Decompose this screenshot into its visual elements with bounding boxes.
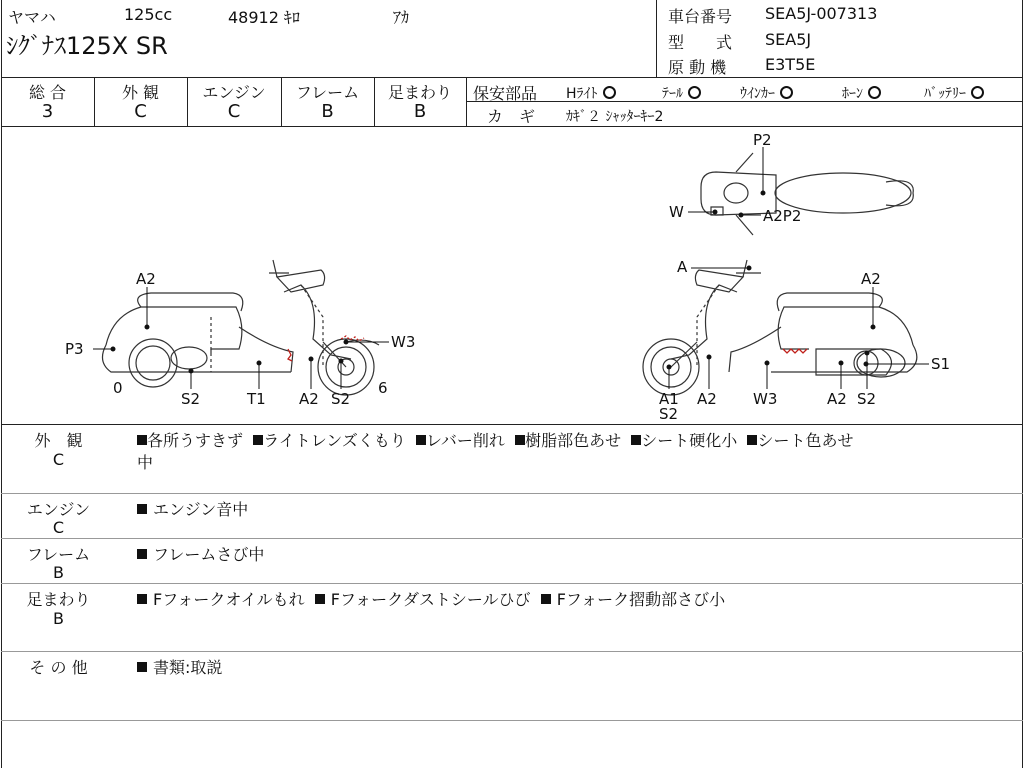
diagram-label: P3 <box>65 340 84 358</box>
safety-item-headlight: Hﾗｲﾄ <box>566 83 616 103</box>
safety-item-horn: ﾎｰﾝ <box>842 83 881 103</box>
note-items-frame: フレームさび中 <box>137 542 264 565</box>
engine-value: E3T5E <box>765 55 816 74</box>
diagram-label: 6 <box>378 379 388 397</box>
ok-circle-icon <box>603 86 616 99</box>
note-category-suspension: 足まわり <box>26 590 91 609</box>
note-grade-exterior: C <box>52 450 65 469</box>
diagram-label: 0 <box>113 379 123 397</box>
note-items-engine: エンジン音中 <box>137 497 248 520</box>
diagram-label: A2 <box>136 270 156 288</box>
note-category-engine: エンジン <box>26 500 91 519</box>
safety-item-tail: ﾃｰﾙ <box>662 83 701 103</box>
safety-label: 保安部品 <box>473 84 538 103</box>
note-grade-frame: B <box>53 563 64 582</box>
grade-suspension-value: B <box>413 101 427 122</box>
safety-item-battery: ﾊﾞｯﾃﾘｰ <box>924 83 984 103</box>
displacement: 125cc <box>124 5 173 24</box>
diagram-label: S2 <box>857 390 877 408</box>
diagram-label: W <box>669 203 684 221</box>
frame-no-label: 車台番号 <box>668 7 733 26</box>
diagram-label: S2 <box>659 405 679 423</box>
note-items-exterior: 各所うすきず ライトレンズくもり レバー削れ 樹脂部色あせ シート硬化小 シート色あせ <box>137 428 853 451</box>
model-name: ｼｸﾞﾅｽ125X SR <box>6 32 168 60</box>
ok-circle-icon <box>780 86 793 99</box>
diagram-label: P2 <box>753 131 772 149</box>
diagram-label: S2 <box>331 390 351 408</box>
engine-label: 原 動 機 <box>668 58 727 77</box>
type-value: SEA5J <box>765 30 812 49</box>
grade-exterior-value: C <box>134 101 147 122</box>
diagram-label: A2P2 <box>763 207 802 225</box>
note-category-frame: フレーム <box>26 545 91 564</box>
ok-circle-icon <box>971 86 984 99</box>
note-items-other: 書類:取説 <box>137 655 222 678</box>
ok-circle-icon <box>688 86 701 99</box>
diagram-label: W3 <box>753 390 778 408</box>
note-overflow-exterior: 中 <box>137 453 154 472</box>
diagram-label: A <box>677 258 688 276</box>
note-grade-suspension: B <box>53 609 64 628</box>
note-category-other: そ の 他 <box>29 658 88 677</box>
ok-circle-icon <box>868 86 881 99</box>
diagram-label: S2 <box>181 390 201 408</box>
diagram-label: A2 <box>697 390 717 408</box>
grade-overall-value: 3 <box>41 101 54 122</box>
grade-exterior-label: 外 観 <box>121 83 160 102</box>
diagram-label: S1 <box>931 355 951 373</box>
diagram-label: A2 <box>861 270 881 288</box>
safety-item-winker: ｳｲﾝｶｰ <box>740 83 793 103</box>
damage-diagram <box>1 127 1021 423</box>
diagram-label: A2 <box>827 390 847 408</box>
frame-no-value: SEA5J-007313 <box>765 4 878 23</box>
maker: ヤマハ <box>8 8 56 27</box>
diagram-label: A2 <box>299 390 319 408</box>
diagram-label: W3 <box>391 333 416 351</box>
mileage: 48912 ｷﾛ <box>228 8 300 27</box>
diagram-label: A1 <box>659 390 679 408</box>
diagram-label: T1 <box>247 390 266 408</box>
color: ｱｶ <box>393 8 410 27</box>
note-category-exterior: 外 観 <box>34 431 83 450</box>
note-items-suspension: Fフォークオイルもれ Fフォークダストシールひび Fフォーク摺動部さび小 <box>137 587 725 610</box>
type-label: 型 式 <box>668 33 733 52</box>
grade-engine-label: エンジン <box>202 83 266 102</box>
grade-overall-label: 総 合 <box>28 83 67 102</box>
grade-suspension-label: 足まわり <box>387 83 452 102</box>
grade-frame-label: フレーム <box>295 83 360 102</box>
keys-label: カ ギ <box>487 107 536 126</box>
note-grade-engine: C <box>52 518 65 537</box>
keys-value: ｶｷﾞ２ ｼｬｯﾀｰｷｰ2 <box>566 109 664 125</box>
grade-frame-value: B <box>321 101 334 122</box>
grade-engine-value: C <box>227 101 241 122</box>
